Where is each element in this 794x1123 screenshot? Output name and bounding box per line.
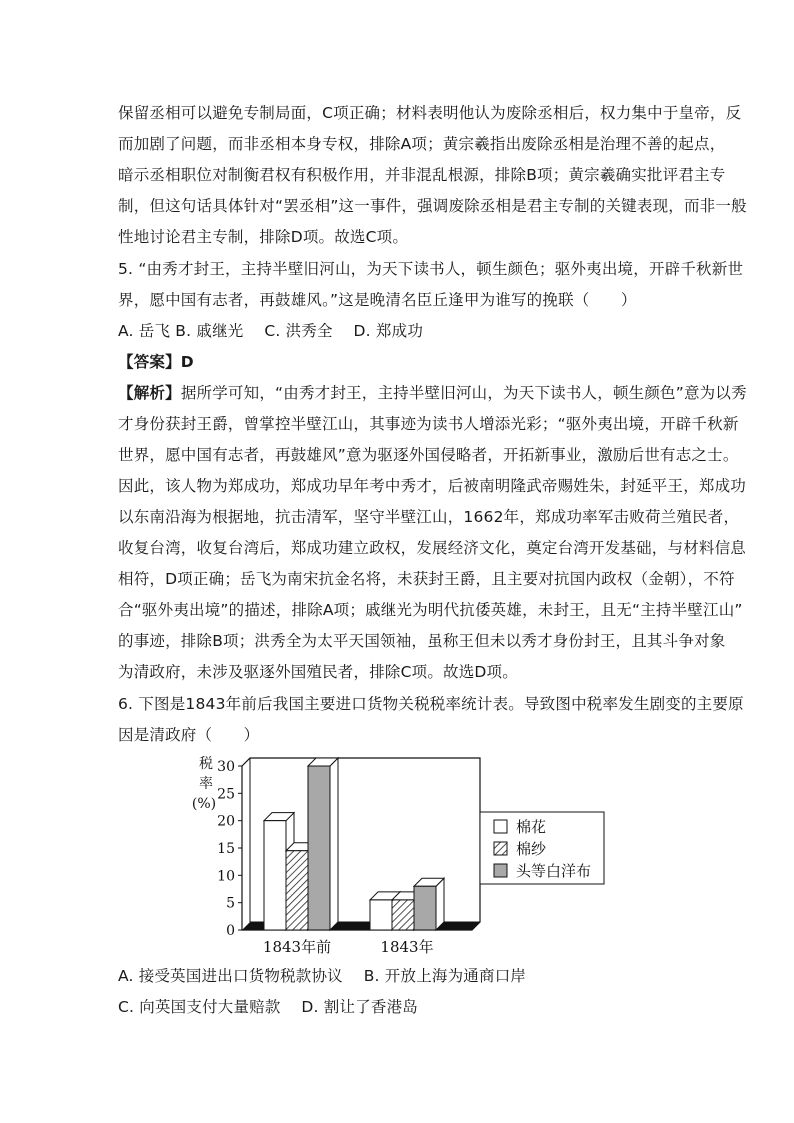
q5-answer: 【答案】D (118, 353, 194, 371)
q6-stem-line: 因是清政府（ ） (118, 726, 260, 744)
passage-line: 暗示丞相职位对制衡君权有积极作用，并非混乱根源，排除B项；黄宗羲确实批评君主专 (118, 166, 726, 184)
y-tick-label: 30 (217, 759, 235, 775)
legend-label: 棉纱 (516, 840, 547, 858)
tariff-chart-svg (180, 752, 620, 962)
q5-stem-line: 5. “由秀才封王，主持半壁旧河山，为天下读书人，顿生颜色；驱外夷出境，开辟千秋新世 (118, 260, 744, 278)
analysis-line: 收复台湾，收复台湾后，郑成功建立政权，发展经济文化，奠定台湾开发基础，与材料信息 (118, 539, 747, 557)
passage-line: 保留丞相可以避免专制局面，C项正确；材料表明他认为废除丞相后，权力集中于皇帝，反 (118, 104, 742, 122)
bar (414, 886, 436, 930)
analysis-text: 据所学可知，“由秀才封王，主持半壁旧河山，为天下读书人，顿生颜色”意为以秀 (180, 384, 747, 402)
q5-options: A. 岳飞 B. 戚继光 C. 洪秀全 D. 郑成功 (118, 322, 424, 340)
legend-swatch (494, 864, 507, 877)
passage-line: 制，但这句话具体针对“罢丞相”这一事件，强调废除丞相是君主专制的关键表现，而非一般 (118, 197, 747, 215)
bar-side (436, 878, 444, 930)
bar (370, 900, 392, 930)
x-tick-label: 1843年前 (262, 938, 332, 956)
analysis-label: 【解析】 (118, 384, 181, 402)
legend-label: 棉花 (516, 818, 547, 836)
y-axis-label: 税 (199, 756, 213, 772)
q6-options-line: C. 向英国支付大量赔款 D. 割让了香港岛 (118, 998, 418, 1016)
passage-line: 而加剧了问题，而非丞相本身专权，排除A项；黄宗羲指出废除丞相是治理不善的起点， (118, 135, 726, 153)
analysis-line: 相符，D项正确；岳飞为南宋抗金名将，未获封王爵，且主要对抗国内政权（金朝），不符 (118, 570, 735, 588)
bar (286, 851, 308, 930)
q6-stem-line: 6. 下图是1843年前后我国主要进口货物关税税率统计表。导致图中税率发生剧变的主要原 (118, 695, 744, 713)
x-tick-label: 1843年 (380, 938, 434, 956)
y-tick-label: 20 (217, 813, 235, 830)
y-tick-label: 0 (226, 923, 235, 939)
analysis-line: 为清政府，未涉及驱逐外国殖民者，排除C项。故选D项。 (118, 663, 518, 681)
analysis-line: 因此，该人物为郑成功，郑成功早年考中秀才，后被南明隆武帝赐姓朱，封延平王，郑成功 (118, 477, 747, 495)
bar (264, 821, 286, 930)
passage-line: 性地讨论君主专制，排除D项。故选C项。 (118, 228, 409, 246)
y-tick-label: 25 (217, 786, 235, 803)
y-axis-label: (%) (191, 796, 217, 812)
q5-analysis-first-line (118, 383, 747, 403)
bar (308, 766, 330, 930)
analysis-line: 才身份获封王爵，曾掌控半壁江山，其事迹为读书人增添光彩；“驱外夷出境，开辟千秋新 (118, 415, 739, 433)
y-tick-label: 10 (217, 868, 235, 885)
legend-swatch (494, 820, 507, 833)
y-axis-label: 率 (199, 776, 213, 792)
bar-side (330, 758, 338, 930)
y-tick-label: 15 (217, 841, 235, 857)
analysis-line: 合“驱外夷出境”的描述，排除A项；戚继光为明代抗倭英雄，未封王，且无“主持半壁江山” (118, 601, 743, 619)
tariff-chart (180, 752, 620, 966)
analysis-line: 世界，愿中国有志者，再鼓雄风”意为驱逐外国侵略者，开拓新事业，激励后世有志之士。 (118, 446, 739, 464)
bar (392, 900, 414, 930)
analysis-line: 的事迹，排除B项；洪秀全为太平天国领袖，虽称王但未以秀才身份封王，且其斗争对象 (118, 632, 726, 650)
legend-swatch (494, 842, 507, 855)
y-tick-label: 5 (226, 895, 235, 912)
q6-options-line: A. 接受英国进出口货物税款协议 B. 开放上海为通商口岸 (118, 967, 527, 985)
q5-stem-line: 界，愿中国有志者，再鼓雄风。”这是晚清名臣丘逢甲为谁写的挽联（ ） (118, 291, 637, 309)
legend-label: 头等白洋布 (516, 862, 592, 880)
analysis-line: 以东南沿海为根据地，抗击清军，坚守半壁江山，1662年，郑成功率军击败荷兰殖民者， (118, 508, 740, 526)
